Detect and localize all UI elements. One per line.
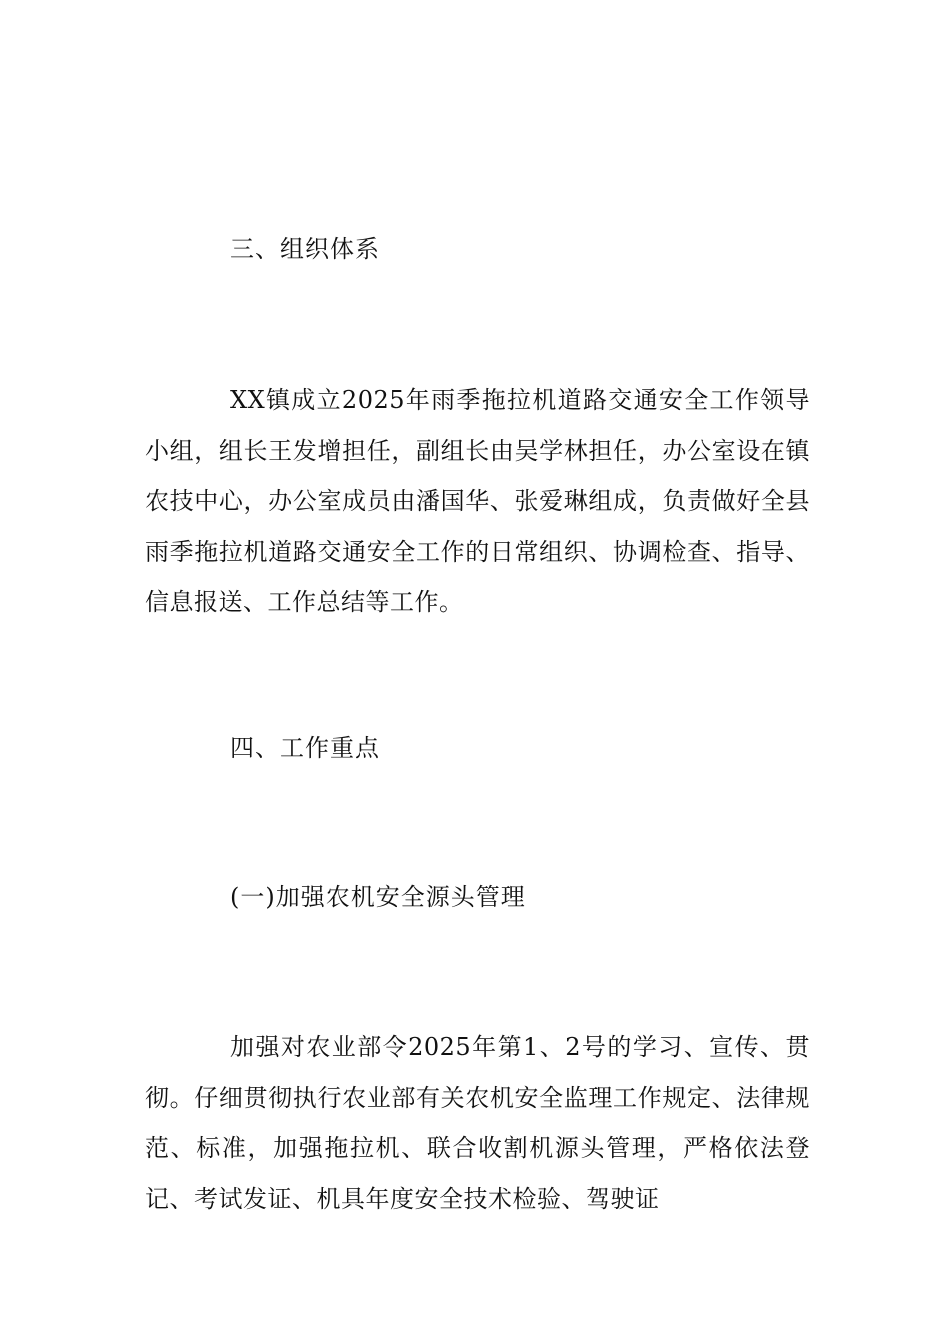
paragraph-organization: XX镇成立2025年雨季拖拉机道路交通安全工作领导小组，组长王发增担任，副组长由吴学林担任，办公室设在镇农技中心，办公室成员由潘国华、张爱琳组成，负责做好全县雨季拖拉机道路交通安全工作的日常组织、协调检查、指导、信息报送、工作总结等工作。 <box>145 386 810 616</box>
section-heading-organization: 三、组织体系 <box>230 235 380 263</box>
paragraph-source-management: 加强对农业部令2025年第1、2号的学习、宣传、贯彻。仔细贯彻执行农业部有关农机安全监理工作规定、法律规范、标准，加强拖拉机、联合收割机源头管理，严格依法登记、考试发证、机具年度安全技术检验、驾驶证 <box>145 1033 810 1213</box>
subsection-heading-source-management: (一)加强农机安全源头管理 <box>230 883 526 911</box>
section-heading-work-focus: 四、工作重点 <box>230 734 380 762</box>
